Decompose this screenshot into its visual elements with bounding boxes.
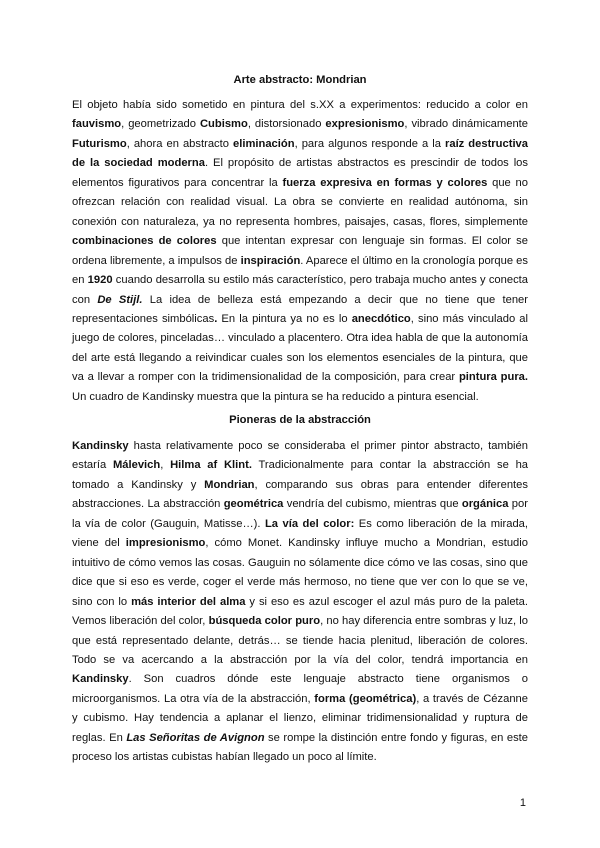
text-run: Un cuadro de Kandinsky muestra que la pintura se ha reducido a pintura esencial. <box>72 390 479 403</box>
text-run: . El propósito de artistas abstractos es prescindir de todos los elementos figurativos para concentrar la <box>72 157 528 189</box>
bold-text: Málevich <box>112 459 161 472</box>
text-run: vendría del cubismo, mientras que <box>283 498 462 511</box>
text-run: , vibrado dinámicamente <box>404 118 528 131</box>
text-run: , <box>160 459 171 472</box>
text-run: Tradicionalmente para contar la abstracción se ha tomado a Kandinsky y <box>72 459 529 491</box>
bold-text: Las Señoritas de Avignon <box>126 731 265 744</box>
bold-text: pintura pura. <box>458 371 529 384</box>
section-heading: Pioneras de la abstracción <box>229 414 371 426</box>
paragraph <box>72 96 528 407</box>
bold-text: geométrica <box>223 498 284 511</box>
bold-text: La vía del color: <box>264 517 355 530</box>
text-run: Es como liberación de la mirada, viene del <box>72 517 528 550</box>
bold-text: Cubismo <box>199 118 248 131</box>
text-run: , cómo Monet. Kandinsky influye mucho a Mondrian, estudio intuitivo de cómo vemos las cosas. Gauguin no sólamente dice cómo ve las cosas, sino que dice que si eso es verde, coger el verde más hermoso, no tiene que ver con lo que se ve, sino con lo <box>72 537 528 608</box>
text-run: , ahora en abstracto <box>126 137 233 150</box>
bold-text: Kandinsky <box>72 440 129 452</box>
page-number: 1 <box>519 797 526 809</box>
text-run: . Son cuadros dónde este lenguaje abstracto tiene organismos o microorganismos. La otra vía de la abstracción, <box>72 673 528 705</box>
bold-text: Hilma af Klint. <box>170 459 252 472</box>
bold-text: búsqueda color puro <box>208 615 321 628</box>
bold-text: Mondrian <box>204 478 255 491</box>
bold-text: Futurismo <box>72 137 127 150</box>
bold-text: eliminación <box>233 137 295 150</box>
text-run: , a través de Cézanne y cubismo. Hay tendencia a aplanar el lienzo, eliminar tridimensionalidad y ruptura de reglas. En <box>72 692 528 744</box>
text-run: , geometrizado <box>121 118 200 131</box>
text-run: , sino más vinculado al juego de colores, pinceladas… vinculado a placentero. Otra idea habla de que la autonomía del arte está llegando a reivindicar cuales son los elementos esenciales de la pintura, que va a llevar a romper con la tridimensionalidad de la composición, para crear <box>72 312 529 384</box>
text-run: El objeto había sido sometido en pintura del s.XX a experimentos: reducido a color en <box>72 99 528 111</box>
text-run: y si eso es azul escoger el azul más puro de la paleta. Vemos liberación del color, <box>72 595 528 628</box>
bold-text: anecdótico <box>351 312 411 325</box>
bold-text: fuerza expresiva en formas y colores <box>282 176 488 189</box>
paragraph <box>72 437 528 768</box>
bold-text: Kandinsky <box>72 673 129 686</box>
bold-text: inspiración <box>240 254 301 267</box>
text-run: que no ofrezcan relación con realidad visual. La obra se convierte en realidad autónoma, sin conexión con naturaleza, ya no representa hombres, paisajes, casas, flores, simplemente <box>72 176 528 228</box>
text-run: se rompe la distinción entre fondo y figuras, en este proceso los artistas cubistas habían llegado un poco al límite. <box>72 731 528 764</box>
bold-text: 1920 <box>87 274 113 287</box>
bold-text: De Stijl. <box>97 293 143 306</box>
bold-text: impresionismo <box>125 537 206 550</box>
text-run: . Aparece el último en la cronología porque es en <box>72 254 528 287</box>
text-run: que intentan expresar con lenguaje sin formas. El color se ordena libremente, a impulsos de <box>72 235 528 267</box>
bold-text: fauvismo <box>72 118 122 131</box>
text-run: En la pintura ya no es lo <box>217 312 352 325</box>
text-run: , para algunos responde a la <box>294 137 445 150</box>
bold-text: combinaciones de colores <box>72 235 217 248</box>
text-run: por la vía de color (Gauguin, Matisse…). <box>72 498 528 530</box>
text-run: , no hay diferencia entre sombras y luz, lo que está representado delante, detrás… se tiende hacia plenitud, liberación de colores. Todo se va acercando a la abstracción por la vía del color, tendrá importancia en <box>72 615 528 666</box>
text-run: cuando desarrolla su estilo más característico, pero trabaja mucho antes y conecta con <box>72 274 528 306</box>
bold-text: orgánica <box>461 498 509 511</box>
bold-text: forma (geométrica) <box>314 692 417 705</box>
bold-text: más interior del alma <box>131 595 246 608</box>
bold-text: raíz destructiva de la sociedad moderna <box>72 137 528 170</box>
bold-text: expresionismo <box>325 118 405 131</box>
text-run: , comparando sus obras para entender diferentes abstracciones. La abstracción <box>72 478 528 511</box>
bold-text: . <box>214 312 218 325</box>
section-heading: Arte abstracto: Mondrian <box>233 74 367 86</box>
text-run: , distorsionado <box>247 118 326 131</box>
text-run: hasta relativamente poco se consideraba el primer pintor abstracto, también estaría <box>72 440 528 472</box>
text-run: La idea de belleza está empezando a decir que no tiene que tener representaciones simbólicas <box>72 293 528 325</box>
